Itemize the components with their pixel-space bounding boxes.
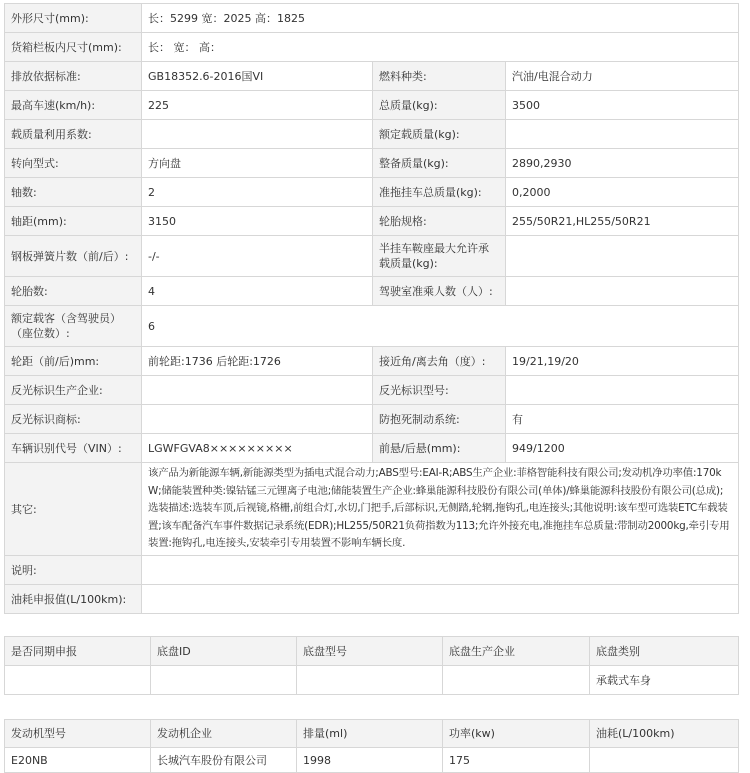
passengers-label: 额定载客（含驾驶员）（座位数）: — [5, 306, 142, 347]
column-header: 底盘生产企业 — [443, 637, 590, 666]
column-header: 发动机型号 — [5, 720, 151, 748]
dims-value: 长：5299 宽：2025 高：1825 — [142, 4, 739, 33]
table-cell — [5, 666, 151, 695]
reflector-brand-label: 反光标识商标: — [5, 405, 142, 434]
vin-label: 车辆识别代号（VIN）: — [5, 434, 142, 463]
tire-count-label: 轮胎数: — [5, 277, 142, 306]
wheelbase-label: 轴距(mm): — [5, 207, 142, 236]
track-width-value: 前轮距:1736 后轮距:1726 — [142, 347, 373, 376]
cab-seats-value — [506, 277, 739, 306]
reflector-brand-value — [142, 405, 373, 434]
reflector-model-label: 反光标识型号: — [373, 376, 506, 405]
column-header: 底盘类别 — [590, 637, 739, 666]
abs-value: 有 — [506, 405, 739, 434]
table-row — [5, 178, 739, 207]
engine-table — [4, 719, 739, 773]
track-width-label: 轮距（前/后)mm: — [5, 347, 142, 376]
table-cell — [443, 666, 590, 695]
semi-trailer-load-label: 半挂车鞍座最大允许承载质量(kg): — [373, 236, 506, 277]
table-row — [5, 4, 739, 33]
rated-load-value — [506, 120, 739, 149]
load-utilization-value — [142, 120, 373, 149]
table-row — [5, 62, 739, 91]
wheelbase-value: 3150 — [142, 207, 373, 236]
fuel-consumption-value — [142, 585, 739, 614]
table-row — [5, 277, 739, 306]
reflector-maker-value — [142, 376, 373, 405]
column-header: 排量(ml) — [297, 720, 443, 748]
table-row — [5, 748, 739, 773]
column-header: 底盘型号 — [297, 637, 443, 666]
dims-label: 外形尺寸(mm): — [5, 4, 142, 33]
cargo-dims-label: 货箱栏板内尺寸(mm): — [5, 33, 142, 62]
table-row — [5, 585, 739, 614]
table-row — [5, 556, 739, 585]
table-row — [5, 236, 739, 277]
table-cell: 1998 — [297, 748, 443, 773]
table-row — [5, 120, 739, 149]
total-mass-value: 3500 — [506, 91, 739, 120]
table-header-row — [5, 720, 739, 748]
passengers-value: 6 — [142, 306, 739, 347]
table-cell: 承载式车身 — [590, 666, 739, 695]
emission-standard-value: GB18352.6-2016国VI — [142, 62, 373, 91]
column-header: 是否同期申报 — [5, 637, 151, 666]
table-header-row — [5, 637, 739, 666]
reflector-maker-label: 反光标识生产企业: — [5, 376, 142, 405]
table-row — [5, 91, 739, 120]
table-row — [5, 347, 739, 376]
overhang-label: 前悬/后悬(mm): — [373, 434, 506, 463]
trailer-mass-value: 0,2000 — [506, 178, 739, 207]
fuel-consumption-label: 油耗申报值(L/100km): — [5, 585, 142, 614]
table-row — [5, 207, 739, 236]
tire-spec-label: 轮胎规格: — [373, 207, 506, 236]
fuel-type-value: 汽油/电混合动力 — [506, 62, 739, 91]
table-cell: 175 — [443, 748, 590, 773]
other-label: 其它: — [5, 463, 142, 556]
table-row — [5, 33, 739, 62]
emission-standard-label: 排放依据标准: — [5, 62, 142, 91]
vin-value: LGWFGVA8××××××××× — [142, 434, 373, 463]
max-speed-value: 225 — [142, 91, 373, 120]
semi-trailer-load-value — [506, 236, 739, 277]
trailer-mass-label: 准拖挂车总质量(kg): — [373, 178, 506, 207]
approach-angle-value: 19/21,19/20 — [506, 347, 739, 376]
table-row — [5, 463, 739, 556]
max-speed-label: 最高车速(km/h): — [5, 91, 142, 120]
fuel-type-label: 燃料种类: — [373, 62, 506, 91]
steering-label: 转向型式: — [5, 149, 142, 178]
leaf-springs-value: -/- — [142, 236, 373, 277]
curb-mass-label: 整备质量(kg): — [373, 149, 506, 178]
table-row — [5, 306, 739, 347]
curb-mass-value: 2890,2930 — [506, 149, 739, 178]
reflector-model-value — [506, 376, 739, 405]
column-header: 底盘ID — [151, 637, 297, 666]
tire-spec-value: 255/50R21,HL255/50R21 — [506, 207, 739, 236]
total-mass-label: 总质量(kg): — [373, 91, 506, 120]
table-cell — [151, 666, 297, 695]
cab-seats-label: 驾驶室准乘人数（人）: — [373, 277, 506, 306]
table-row — [5, 666, 739, 695]
chassis-table — [4, 636, 739, 695]
note-label: 说明: — [5, 556, 142, 585]
table-row — [5, 376, 739, 405]
axles-value: 2 — [142, 178, 373, 207]
leaf-springs-label: 钢板弹簧片数（前/后）: — [5, 236, 142, 277]
overhang-value: 949/1200 — [506, 434, 739, 463]
table-row — [5, 149, 739, 178]
table-cell — [590, 748, 739, 773]
abs-label: 防抱死制动系统: — [373, 405, 506, 434]
column-header: 发动机企业 — [151, 720, 297, 748]
rated-load-label: 额定载质量(kg): — [373, 120, 506, 149]
table-row — [5, 405, 739, 434]
column-header: 功率(kw) — [443, 720, 590, 748]
table-cell: 长城汽车股份有限公司 — [151, 748, 297, 773]
other-value: 该产品为新能源车辆,新能源类型为插电式混合动力;ABS型号:EAI-R;ABS生产企业:菲格智能科技有限公司;发动机净功率值:170kW;储能装置种类:镍钴锰三元锂离子电池;储能装置生产企业:蜂巢能源科技股份有限公司(单体)/蜂巢能源科技股份有限公司(总成);选装描述:选装车顶,后视镜,格栅,前组合灯,水切,门把手,后部标识,无侧踏,轮辋,拖钩孔,电连接头;其他说明:该车型可选装ETC车载装置;该车配备汽车事件数据记录系统(EDR);HL255/50R21负荷指数为113;允许外接充电,准拖挂车总质量:带制动2000kg,牵引专用装置:拖钩孔,电连接头,安装牵引专用装置不影响车辆长度. — [142, 463, 739, 556]
approach-angle-label: 接近角/离去角（度）: — [373, 347, 506, 376]
axles-label: 轴数: — [5, 178, 142, 207]
vehicle-parameters-table — [4, 3, 739, 614]
table-cell: E20NB — [5, 748, 151, 773]
load-utilization-label: 载质量利用系数: — [5, 120, 142, 149]
table-row — [5, 434, 739, 463]
note-value — [142, 556, 739, 585]
steering-value: 方向盘 — [142, 149, 373, 178]
cargo-dims-value: 长： 宽： 高： — [142, 33, 739, 62]
column-header: 油耗(L/100km) — [590, 720, 739, 748]
tire-count-value: 4 — [142, 277, 373, 306]
table-cell — [297, 666, 443, 695]
